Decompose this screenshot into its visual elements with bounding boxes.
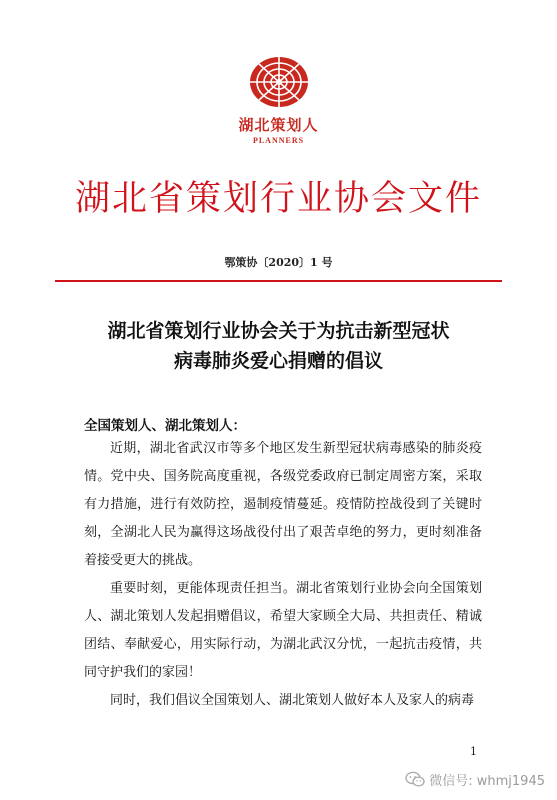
document-header-title: 湖北省策划行业协会文件 [74,179,482,219]
paragraph-1: 近期，湖北省武汉市等多个地区发生新型冠状病毒感染的肺炎疫情。党中央、国务院高度重视，各级党委政府已制定周密方案，采取有力措施，进行有效防控，遏制疫情蔓延。疫情防控战役到了关键时刻，全湖北人民为赢得这场战役付出了艰苦卓绝的努力，更时刻准备着接受更大的挑战。 [84,441,482,568]
body-text [84,435,482,715]
wechat-icon [405,771,425,788]
association-logo [0,52,557,145]
proposal-title-line-1: 湖北省策划行业协会关于为抗击新型冠状 [107,320,450,342]
salutation: 全国策划人、湖北策划人： [84,418,246,434]
paragraph-3: 同时，我们倡议全国策划人、湖北策划人做好本人及家人的病毒 [110,693,475,708]
logo-english-name: PLANNERS [252,136,305,145]
wechat-watermark [405,768,545,790]
watermark-text: 微信号: whmj1945 [429,773,545,789]
page-number: 1 [470,745,477,758]
proposal-title-line-2: 病毒肺炎爱心捐赠的倡议 [173,350,383,372]
spiderweb-logo-icon [248,52,310,110]
document-number: 鄂策协〔2020〕1 号 [224,256,333,269]
paragraph-2: 重要时刻，更能体现责任担当。湖北省策划行业协会向全国策划人、湖北策划人发起捐赠倡议，希望大家顾全大局、共担责任、精诚团结、奉献爱心，用实际行动，为湖北武汉分忧，一起抗击疫情，共同守护我们的家园！ [84,581,482,680]
logo-chinese-name: 湖北策划人 [238,116,319,134]
red-divider-line [55,280,502,282]
proposal-title [0,316,557,376]
